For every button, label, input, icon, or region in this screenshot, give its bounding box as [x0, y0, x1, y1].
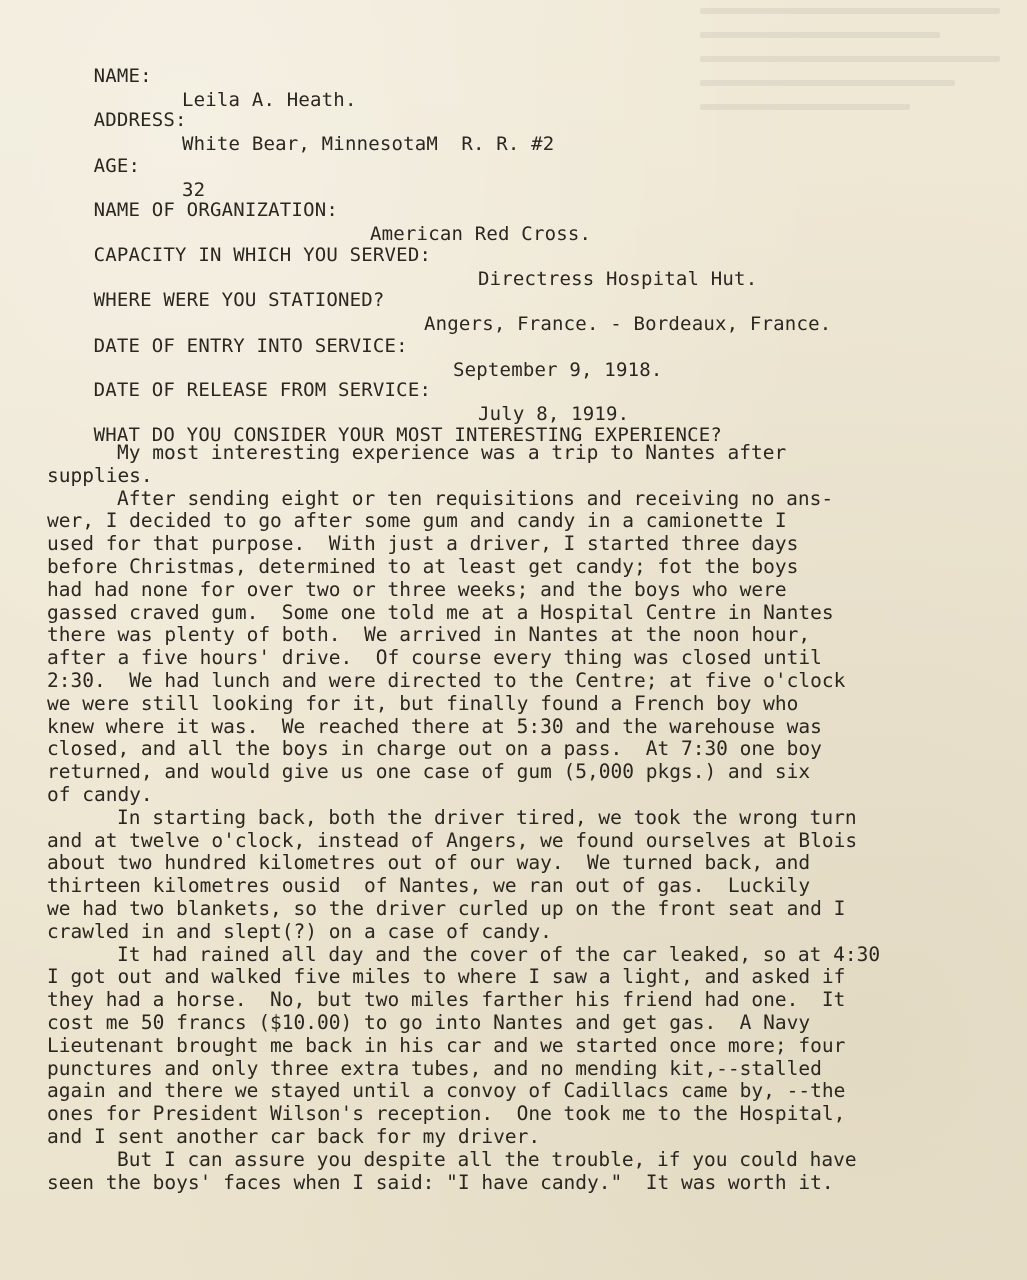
body-line: But I can assure you despite all the trouble, if you could have	[117, 1147, 857, 1171]
body-line: I got out and walked five miles to where I saw a light, and asked if	[47, 965, 846, 989]
release-date-value: July 8, 1919.	[478, 403, 630, 425]
question-heading: WHAT DO YOU CONSIDER YOUR MOST INTERESTING EXPERIENCE?	[93, 424, 723, 446]
body-line: closed, and all the boys in charge out on a pass. At 7:30 one boy	[47, 737, 822, 761]
body-line: had had none for over two or three weeks; and the boys who were	[47, 577, 787, 601]
body-line: returned, and would give us one case of gum (5,000 pkgs.) and six	[47, 760, 811, 784]
capacity-value: Directress Hospital Hut.	[478, 268, 758, 290]
address-value: White Bear, MinnesotaM R. R. #2	[182, 133, 555, 155]
body-line: After sending eight or ten requisitions and receiving no ans-	[117, 486, 834, 510]
body-line: It had rained all day and the cover of the car leaked, so at 4:30	[117, 942, 881, 966]
body-line: about two hundred kilometres out of our way. We turned back, and	[47, 851, 811, 875]
entry-date-value: September 9, 1918.	[453, 359, 663, 381]
release-date-label: DATE OF RELEASE FROM SERVICE:	[93, 379, 432, 401]
body-line: thirteen kilometres ousid of Nantes, we ran out of gas. Luckily	[47, 874, 811, 898]
body-line: and at twelve o'clock, instead of Angers, we found ourselves at Blois	[47, 828, 858, 852]
faded-letterhead	[700, 8, 1000, 158]
entry-date-label: DATE OF ENTRY INTO SERVICE:	[93, 335, 408, 357]
name-value: Leila A. Heath.	[182, 89, 357, 111]
body-line: after a five hours' drive. Of course every thing was closed until	[47, 646, 822, 670]
organization-label: NAME OF ORGANIZATION:	[93, 199, 338, 221]
body-line: gassed craved gum. Some one told me at a Hospital Centre in Nantes	[47, 600, 834, 624]
stationed-value: Angers, France. - Bordeaux, France.	[424, 313, 832, 335]
body-line: used for that purpose. With just a driver, I started three days	[47, 532, 799, 556]
body-line: supplies.	[47, 463, 153, 487]
body-line: wer, I decided to go after some gum and candy in a camionette I	[47, 509, 787, 533]
body-line: My most interesting experience was a trip to Nantes after	[117, 441, 787, 464]
age-label: AGE:	[93, 155, 141, 177]
capacity-label: CAPACITY IN WHICH YOU SERVED:	[93, 244, 432, 266]
body-line: 2:30. We had lunch and were directed to the Centre; at five o'clock	[47, 668, 846, 692]
body-line: and I sent another car back for my driver.	[47, 1124, 541, 1148]
stationed-label: WHERE WERE YOU STATIONED?	[93, 289, 385, 311]
name-label: NAME:	[93, 65, 152, 87]
body-line: Lieutenant brought me back in his car and we started once more; four	[47, 1033, 846, 1057]
body-line: of candy.	[47, 782, 153, 806]
body-line: there was plenty of both. We arrived in Nantes at the noon hour,	[47, 623, 811, 647]
organization-value: American Red Cross.	[370, 223, 592, 245]
body-line: ones for President Wilson's reception. One took me to the Hospital,	[47, 1102, 846, 1126]
body-line: they had a horse. No, but two miles farther his friend had one. It	[47, 988, 846, 1012]
address-label: ADDRESS:	[93, 109, 187, 131]
narrative-body	[47, 442, 987, 1194]
body-line: we had two blankets, so the driver curled up on the front seat and I	[47, 896, 846, 920]
body-line: crawled in and slept(?) on a case of candy.	[47, 919, 552, 943]
body-line: again and there we stayed until a convoy of Cadillacs came by, --the	[47, 1079, 846, 1103]
body-line: seen the boys' faces when I said: "I have candy." It was worth it.	[47, 1170, 834, 1194]
body-line: before Christmas, determined to at least get candy; fot the boys	[47, 554, 799, 578]
body-line: punctures and only three extra tubes, and no mending kit,--stalled	[47, 1056, 822, 1080]
body-line: knew where it was. We reached there at 5:30 and the warehouse was	[47, 714, 822, 738]
body-line: we were still looking for it, but finally found a French boy who	[47, 691, 799, 715]
body-line: cost me 50 francs ($10.00) to go into Nantes and get gas. A Navy	[47, 1010, 811, 1034]
body-line: In starting back, both the driver tired, we took the wrong turn	[117, 805, 857, 829]
age-value: 32	[182, 179, 206, 201]
